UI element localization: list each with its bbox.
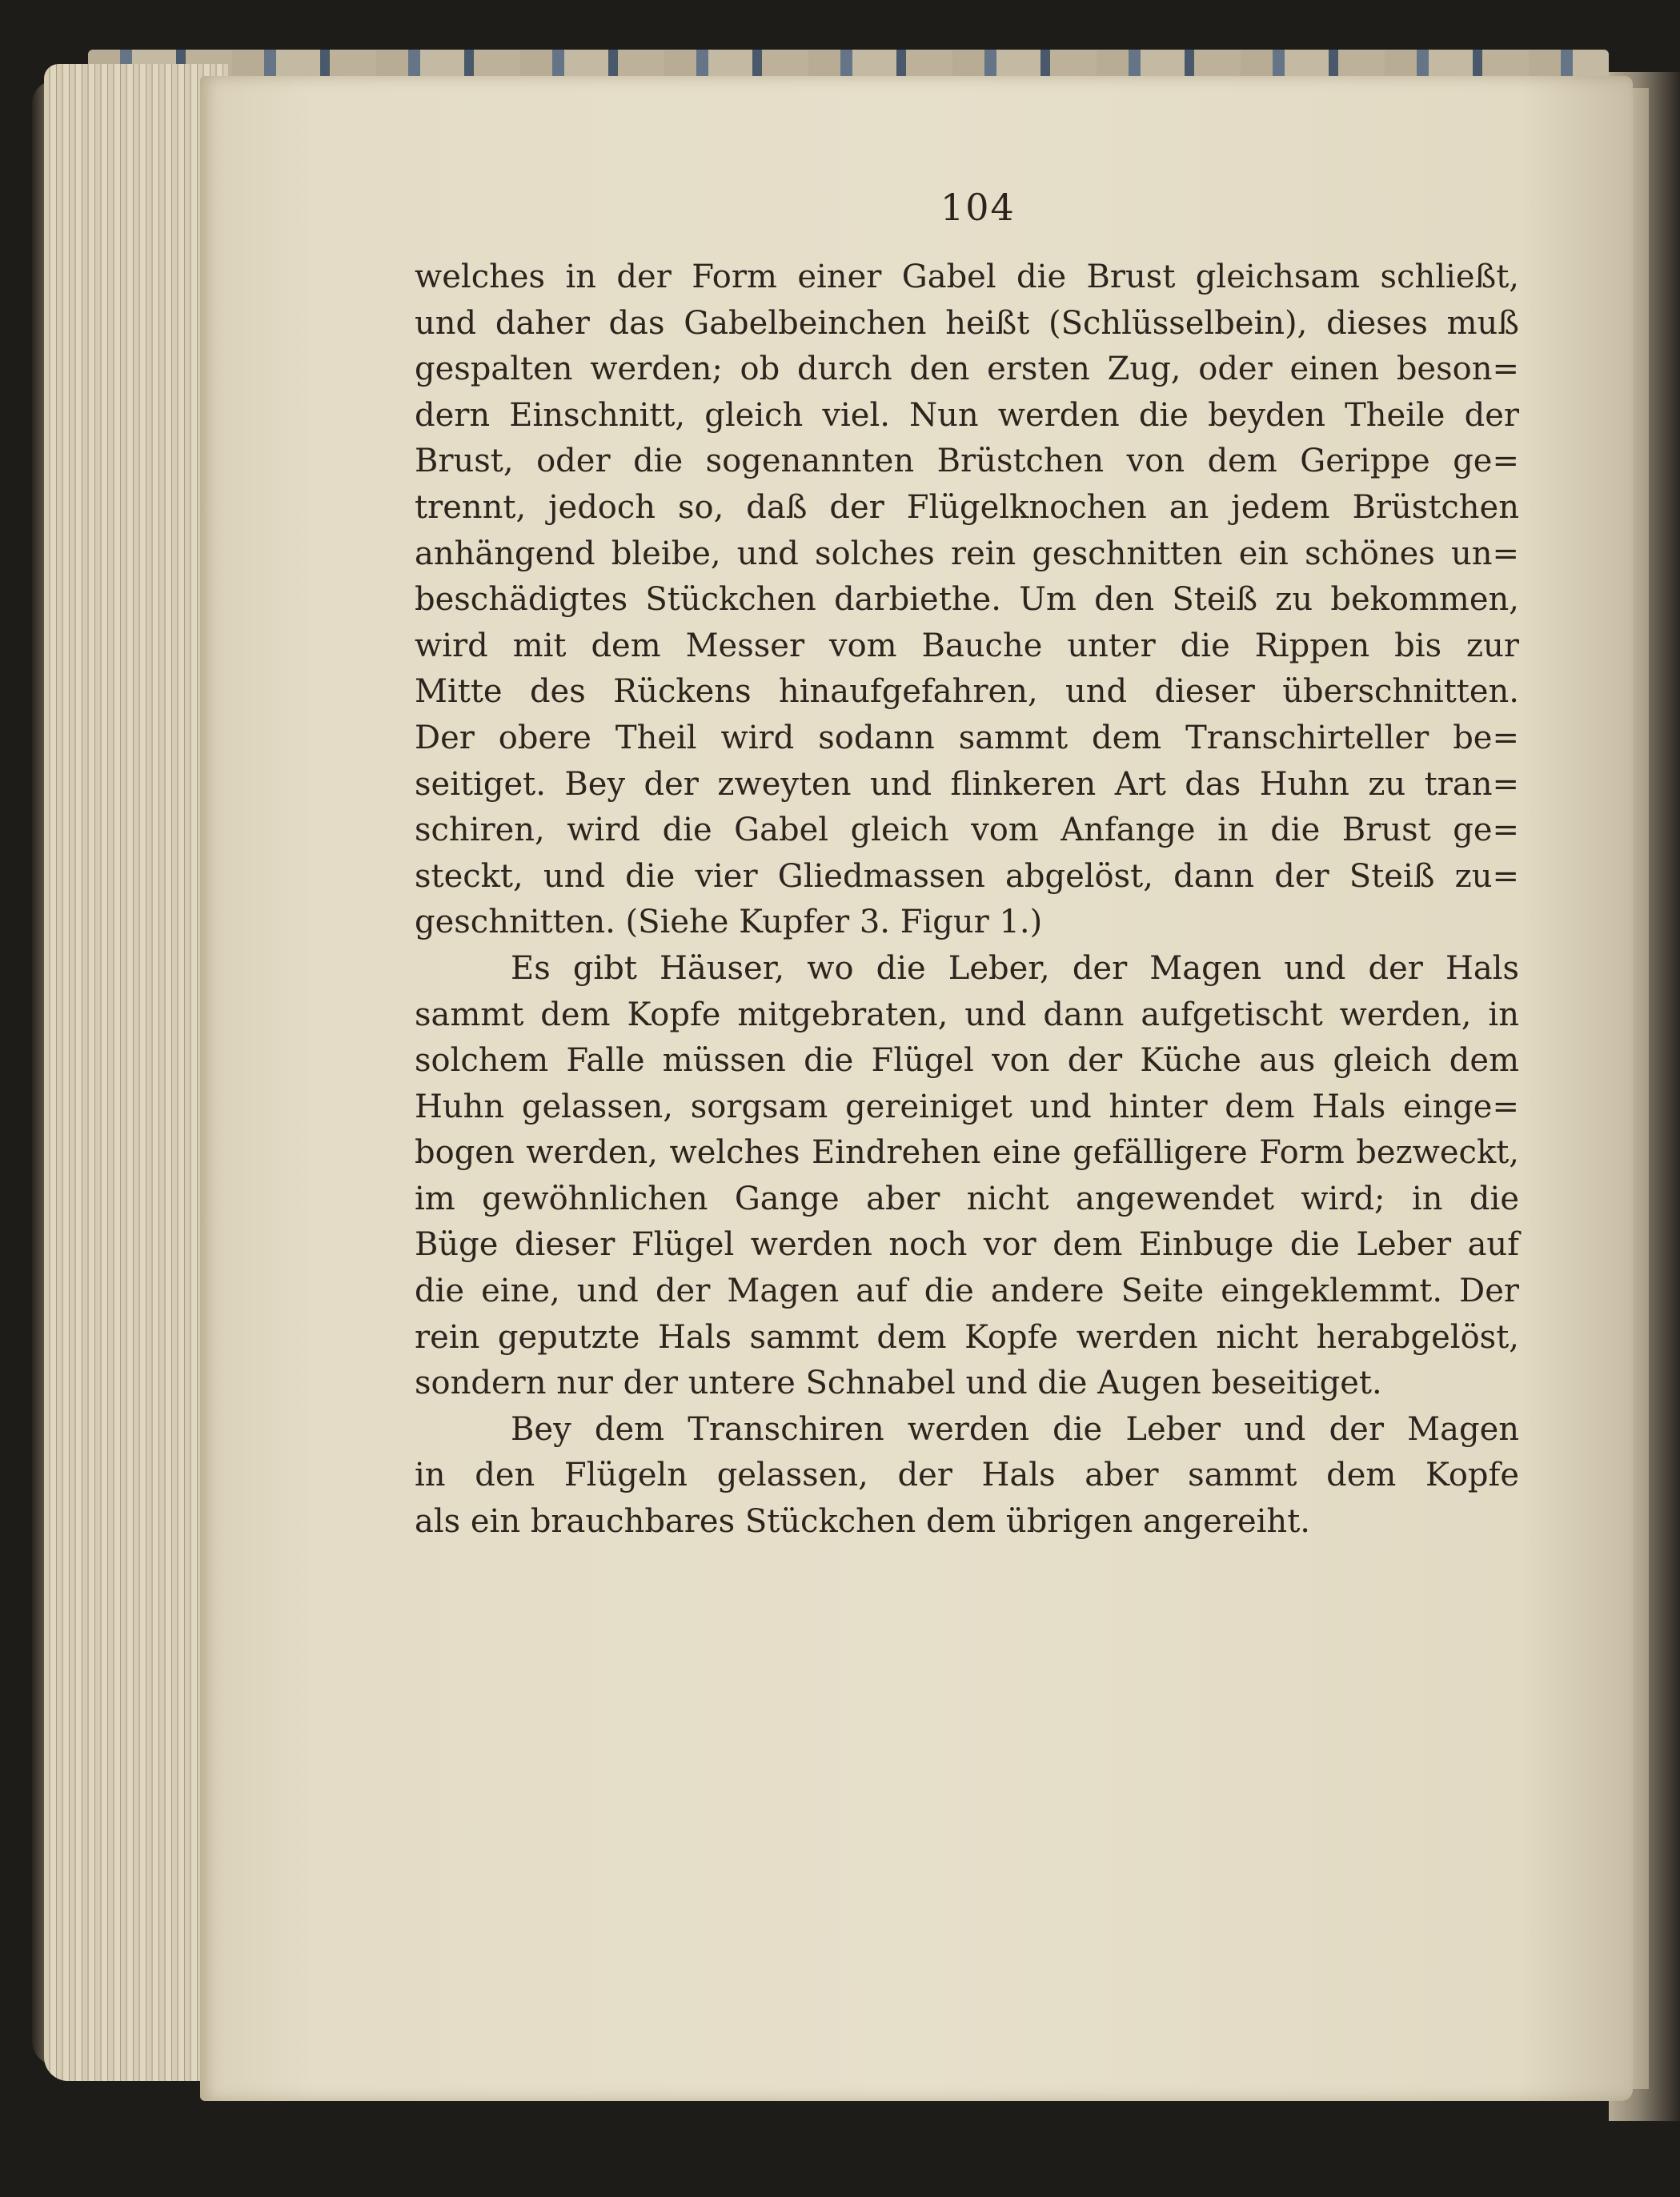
text-line: Der obere Theil wird sodann sammt dem Transchirteller be=	[415, 719, 1519, 756]
text-line: gespalten werden; ob durch den ersten Zug, oder einen beson=	[415, 351, 1519, 388]
text-line: rein geputzte Hals sammt dem Kopfe werden nicht herabgelöst,	[415, 1318, 1519, 1356]
text-line: wird mit dem Messer vom Bauche unter die Rippen bis zur	[415, 627, 1519, 664]
page-text	[415, 255, 1519, 1546]
text-line: geschnitten. (Siehe Kupfer 3. Figur 1.)	[415, 904, 1043, 941]
text-line: Brust, oder die sogenannten Brüstchen von dem Gerippe ge=	[415, 443, 1519, 480]
text-line: Mitte des Rückens hinaufgefahren, und dieser überschnitten.	[415, 673, 1519, 711]
text-line: dern Einschnitt, gleich viel. Nun werden die beyden Theile der	[415, 396, 1519, 434]
text-line: anhängend bleibe, und solches rein geschnitten ein schönes un=	[415, 535, 1519, 572]
paragraph	[415, 255, 1519, 946]
text-line: beschädigtes Stückchen darbiethe. Um den Steiß zu bekommen,	[415, 581, 1519, 619]
text-line: im gewöhnlichen Gange aber nicht angewendet wird; in die	[415, 1180, 1519, 1217]
text-line: steckt, und die vier Gliedmassen abgelöst, dann der Steiß zu=	[415, 857, 1519, 895]
paragraph	[415, 946, 1519, 1407]
paragraph	[415, 1407, 1519, 1546]
text-line: sammt dem Kopfe mitgebraten, und dann aufgetischt werden, in	[415, 996, 1519, 1033]
text-line: schiren, wird die Gabel gleich vom Anfange in die Brust ge=	[415, 812, 1519, 849]
text-line: welches in der Form einer Gabel die Brust gleichsam schließt,	[415, 259, 1519, 295]
text-line: bogen werden, welches Eindrehen eine gefälligere Form bezweckt,	[415, 1134, 1519, 1172]
page-number: 104	[940, 186, 1016, 229]
text-line: Büge dieser Flügel werden noch vor dem Einbuge die Leber auf	[415, 1226, 1519, 1264]
text-line: Es gibt Häuser, wo die Leber, der Magen und der Hals	[511, 949, 1519, 987]
text-line: solchem Falle müssen die Flügel von der Küche aus gleich dem	[415, 1042, 1519, 1080]
text-line: die eine, und der Magen auf die andere Seite eingeklemmt. Der	[415, 1273, 1519, 1310]
text-line: seitiget. Bey der zweyten und flinkeren Art das Huhn zu tran=	[415, 765, 1519, 803]
text-line: sondern nur der untere Schnabel und die Augen beseitiget.	[415, 1365, 1382, 1402]
text-line: Huhn gelassen, sorgsam gereiniget und hinter dem Hals einge=	[415, 1088, 1519, 1125]
text-line: als ein brauchbares Stückchen dem übrigen angereiht.	[415, 1503, 1310, 1541]
text-line: und daher das Gabelbeinchen heißt (Schlüsselbein), dieses muß	[415, 304, 1519, 342]
text-line: Bey dem Transchiren werden die Leber und der Magen	[511, 1410, 1519, 1448]
text-line: in den Flügeln gelassen, der Hals aber sammt dem Kopfe	[415, 1457, 1519, 1494]
text-line: trennt, jedoch so, daß der Flügelknochen an jedem Brüstchen	[415, 488, 1519, 526]
